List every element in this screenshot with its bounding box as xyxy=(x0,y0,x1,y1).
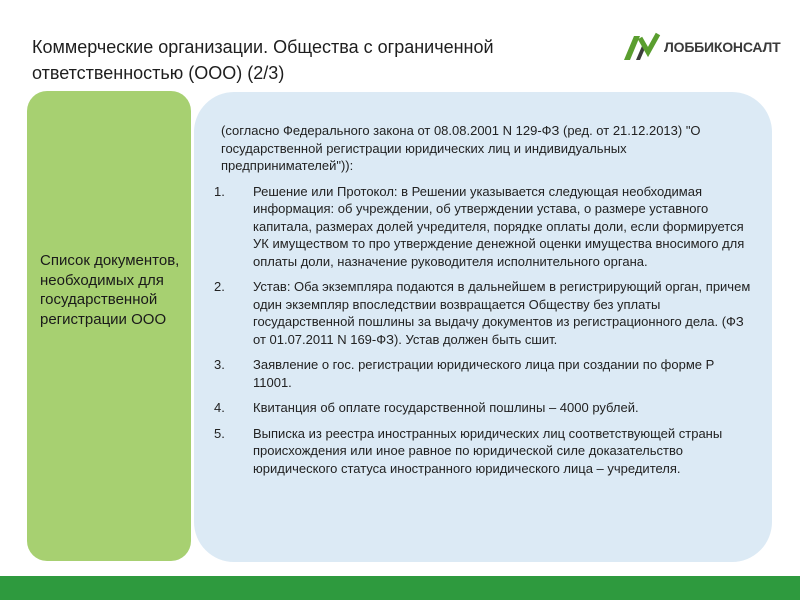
title-line-2: ответственностью (ООО) (2/3) xyxy=(32,63,285,83)
list-item xyxy=(214,425,751,478)
logo-mark-icon xyxy=(622,32,662,62)
sidebar-label: Список документов, необходимых для государственной регистрации ООО xyxy=(40,252,180,328)
document-content xyxy=(214,122,751,485)
sidebar-panel xyxy=(27,91,191,561)
list-item xyxy=(214,278,751,348)
list-item-number: 4. xyxy=(214,400,225,415)
intro-text: (согласно Федерального закона от 08.08.2001 N 129-ФЗ (ред. от 21.12.2013) "О государственной регистрации юридических лиц и индивидуальных предпринимателей")): xyxy=(221,123,701,173)
list-item-number: 1. xyxy=(214,183,225,199)
list-item-number: 3. xyxy=(214,357,225,372)
list-item-number: 5. xyxy=(214,425,225,441)
logo-text: ЛОББИКОНСАЛТ xyxy=(664,39,781,55)
list-item xyxy=(214,183,751,271)
company-logo xyxy=(622,30,782,64)
document-list xyxy=(214,183,751,478)
list-item xyxy=(214,399,751,417)
list-item-text: Выписка из реестра иностранных юридических лиц соответствующей страны происхождения или иное равное по юридической силе доказательство юридического статуса иностранного юридического лица – учредителя. xyxy=(253,425,723,476)
footer-bar xyxy=(0,576,800,600)
list-item-text: Устав: Оба экземпляра подаются в дальнейшем в регистрирующий орган, причем один экземпляр впоследствии возвращается Обществу без уплаты государственной пошлины за выдачу документов из регистрационного дела. (ФЗ от 01.07.2011 N 169-ФЗ). Устав должен быть сшит. xyxy=(253,279,751,347)
title-line-1: Коммерческие организации. Общества с ограниченной xyxy=(32,37,494,57)
list-item xyxy=(214,356,751,391)
slide-title xyxy=(32,34,592,86)
list-item-number: 2. xyxy=(214,279,225,294)
list-item-text: Квитанция об оплате государственной пошлины – 4000 рублей. xyxy=(253,400,639,415)
list-item-text: Заявление о гос. регистрации юридического лица при создании по форме Р 11001. xyxy=(253,357,715,390)
list-item-text: Решение или Протокол: в Решении указывается следующая необходимая информация: об учреждении, об утверждении устава, о размере уставного капитала, размерах долей учредителя, порядке оплаты доли, если формируется УК имуществом то про утверждение денежной оценки имущества вносимого для оплаты доли, назначение руководителя исполнительного органа. xyxy=(253,183,745,269)
